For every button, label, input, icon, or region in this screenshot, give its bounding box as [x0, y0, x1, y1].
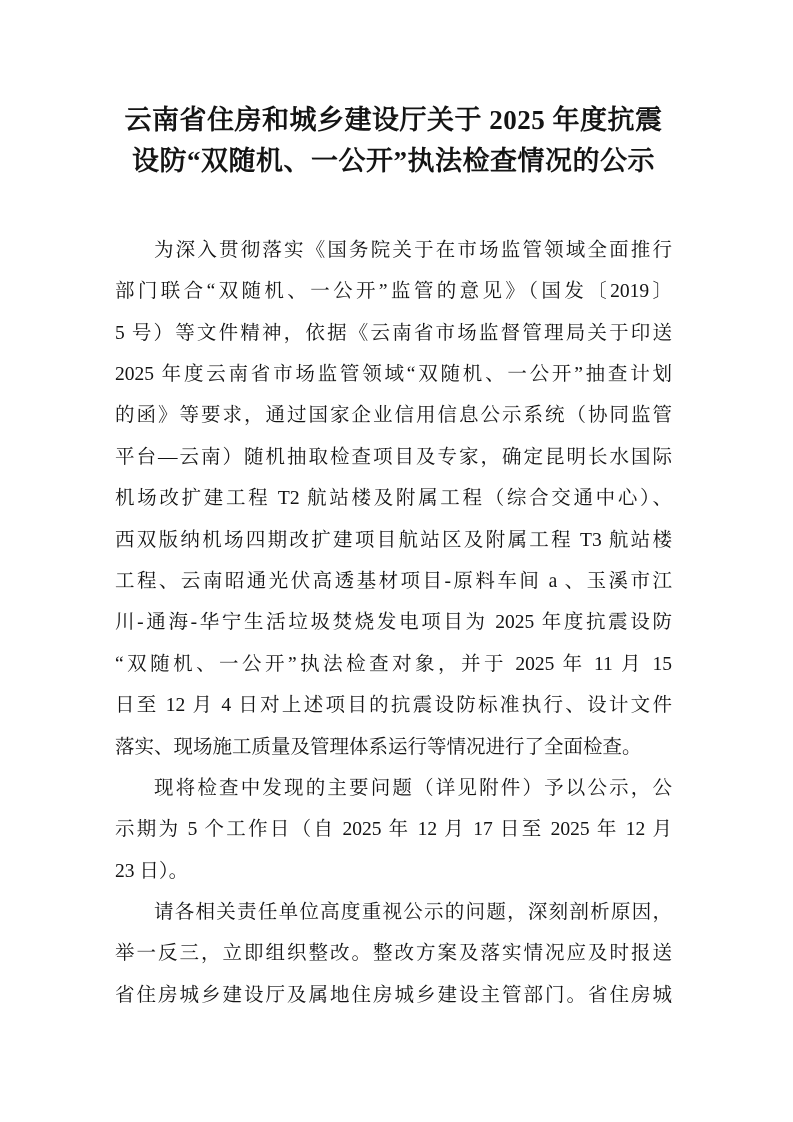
document-title-line-1: 云南省住房和城乡建设厅关于 2025 年度抗震 [124, 105, 663, 135]
text-line: 为深入贯彻落实《国务院关于在市场监管领域全面推行 [154, 239, 672, 261]
text-line: 请各相关责任单位高度重视公示的问题，深刻剖析原因， [154, 902, 672, 924]
paragraph [115, 768, 672, 892]
document-body [115, 230, 672, 1016]
text-line: 举一反三，立即组织整改。整改方案及落实情况应及时报送 [115, 943, 672, 965]
text-line: 日至 12 月 4 日对上述项目的抗震设防标准执行、设计文件 [115, 695, 672, 717]
document-title-line-2: 设防“双随机、一公开”执法检查情况的公示 [132, 146, 655, 177]
text-line: 平台—云南）随机抽取检查项目及专家，确定昆明长水国际 [115, 446, 672, 468]
text-line: 部门联合“双随机、一公开”监管的意见》（国发〔2019〕 [115, 281, 672, 303]
text-line: 2025 年度云南省市场监管领域“双随机、一公开”抽查计划 [115, 363, 672, 385]
text-line: 落实、现场施工质量及管理体系运行等情况进行了全面检查。 [115, 736, 642, 758]
paragraph [115, 230, 672, 768]
paragraph [115, 892, 672, 1016]
text-line: 现将检查中发现的主要问题（详见附件）予以公示，公 [154, 777, 672, 799]
text-line: 示期为 5 个工作日（自 2025 年 12 月 17 日至 2025 年 12 月 [115, 819, 672, 841]
text-line: 西双版纳机场四期改扩建项目航站区及附属工程 T3 航站楼 [115, 529, 672, 551]
text-line: 川-通海-华宁生活垃圾焚烧发电项目为 2025 年度抗震设防 [115, 612, 672, 634]
text-line: 5 号）等文件精神，依据《云南省市场监督管理局关于印送 [115, 322, 672, 344]
text-line: 机场改扩建工程 T2 航站楼及附属工程（综合交通中心）、 [115, 488, 672, 510]
text-line: 省住房城乡建设厅及属地住房城乡建设主管部门。省住房城 [115, 984, 672, 1006]
text-line: 工程、云南昭通光伏高透基材项目-原料车间 a 、玉溪市江 [115, 570, 672, 592]
text-line: 23 日）。 [115, 860, 189, 882]
text-line: 的函》等要求，通过国家企业信用信息公示系统（协同监管 [115, 405, 672, 427]
text-line: “双随机、一公开”执法检查对象，并于 2025 年 11 月 15 [115, 653, 672, 675]
document-title [115, 100, 672, 183]
